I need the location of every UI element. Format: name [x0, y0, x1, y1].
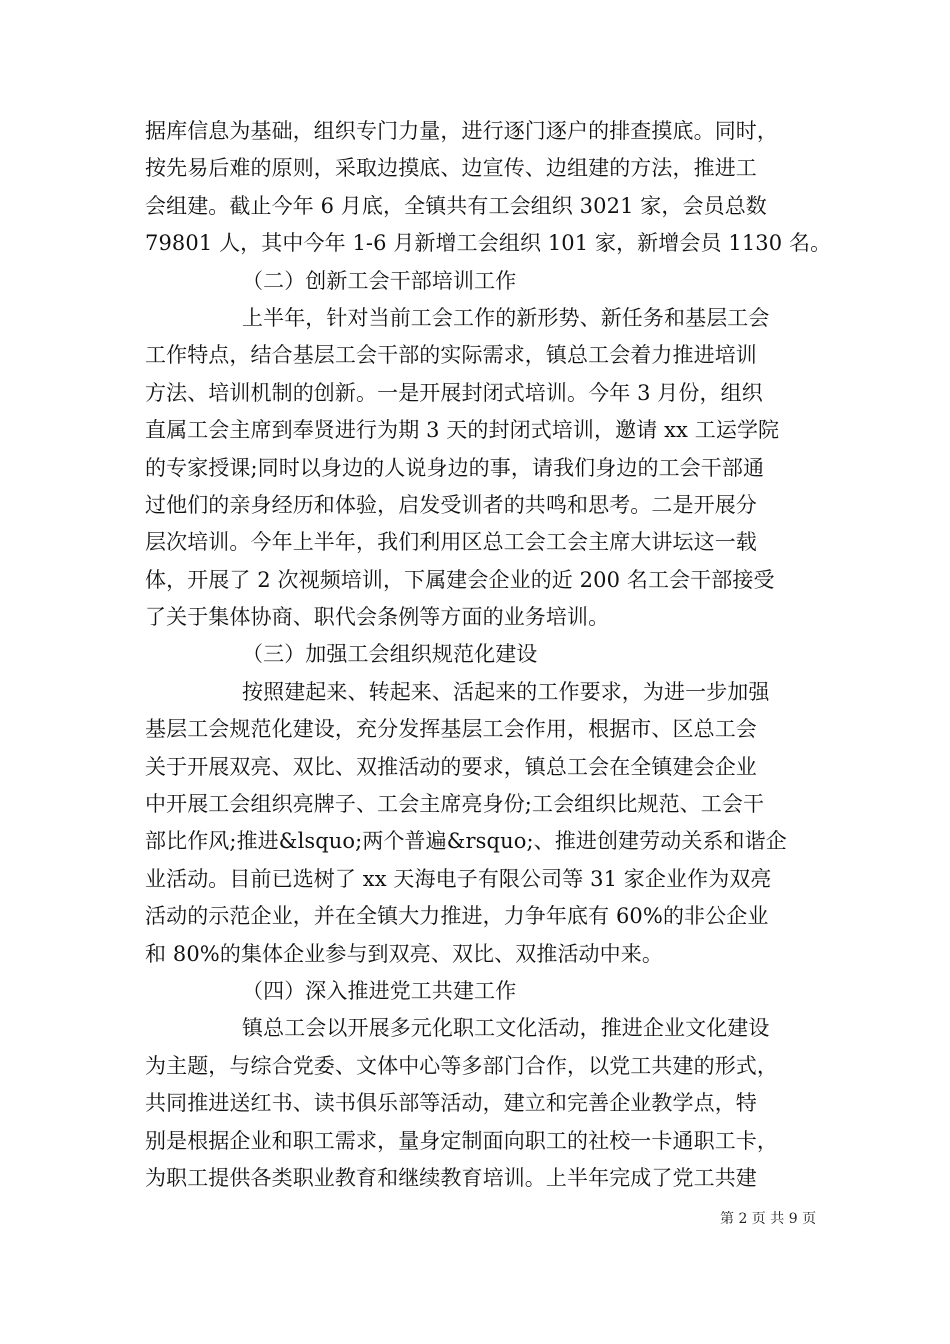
paragraph-start: 镇总工会以开展多元化职工文化活动，推进企业文化建设	[242, 1016, 770, 1041]
section-heading-2: （二）创新工会干部培训工作	[242, 268, 517, 293]
text-line: 工作特点，结合基层工会干部的实际需求，镇总工会着力推进培训	[145, 343, 757, 368]
section-heading-3: （三）加强工会组织规范化建设	[242, 642, 538, 667]
text-line: 的专家授课;同时以身边的人说身边的事，请我们身边的工会干部通	[145, 455, 765, 480]
text-line: 79801 人，其中今年 1-6 月新增工会组织 101 家，新增会员 1130 名。	[145, 231, 832, 256]
body-text	[145, 113, 832, 1197]
text-line: 基层工会规范化建设，充分发挥基层工会作用，根据市、区总工会	[145, 717, 757, 742]
text-line: 为职工提供各类职业教育和继续教育培训。上半年完成了党工共建	[145, 1165, 757, 1190]
text-line: 业活动。目前已选树了 xx 天海电子有限公司等 31 家企业作为双亮	[145, 866, 772, 891]
text-line: 和 80%的集体企业参与到双亮、双比、双推活动中来。	[145, 941, 663, 966]
text-line: 层次培训。今年上半年，我们利用区总工会工会主席大讲坛这一载	[145, 530, 757, 555]
paragraph-start: 按照建起来、转起来、活起来的工作要求，为进一步加强	[242, 679, 770, 704]
section-heading-4: （四）深入推进党工共建工作	[242, 978, 517, 1003]
text-line: 中开展工会组织亮牌子、工会主席亮身份;工会组织比规范、工会干	[145, 792, 765, 817]
text-line: 了关于集体协商、职代会条例等方面的业务培训。	[145, 605, 610, 630]
text-line: 共同推进送红书、读书俱乐部等活动，建立和完善企业教学点，特	[145, 1091, 757, 1116]
text-line: 为主题，与综合党委、文体中心等多部门合作，以党工共建的形式，	[145, 1053, 778, 1078]
text-line: 过他们的亲身经历和体验，启发受训者的共鸣和思考。二是开展分	[145, 492, 757, 517]
text-line: 体，开展了 2 次视频培训，下属建会企业的近 200 名工会干部接受	[145, 567, 775, 592]
text-line: 活动的示范企业，并在全镇大力推进，力争年底有 60%的非公企业	[145, 904, 769, 929]
text-line: 方法、培训机制的创新。一是开展封闭式培训。今年 3 月份，组织	[145, 380, 763, 405]
text-line: 别是根据企业和职工需求，量身定制面向职工的社校一卡通职工卡，	[145, 1128, 778, 1153]
text-line: 直属工会主席到奉贤进行为期 3 天的封闭式培训，邀请 xx 工运学院	[145, 418, 780, 443]
page-number-footer: 第 2 页 共 9 页	[720, 1211, 817, 1227]
text-line: 部比作风;推进&lsquo;两个普遍&rsquo;、推进创建劳动关系和谐企	[145, 829, 787, 854]
text-line: 会组建。截止今年 6 月底，全镇共有工会组织 3021 家，会员总数	[145, 193, 767, 218]
paragraph-start: 上半年，针对当前工会工作的新形势、新任务和基层工会	[242, 305, 770, 330]
text-line: 按先易后难的原则，采取边摸底、边宣传、边组建的方法，推进工	[145, 156, 757, 181]
text-line: 关于开展双亮、双比、双推活动的要求，镇总工会在全镇建会企业	[145, 754, 757, 779]
text-line: 据库信息为基础，组织专门力量，进行逐门逐户的排查摸底。同时，	[145, 119, 778, 143]
